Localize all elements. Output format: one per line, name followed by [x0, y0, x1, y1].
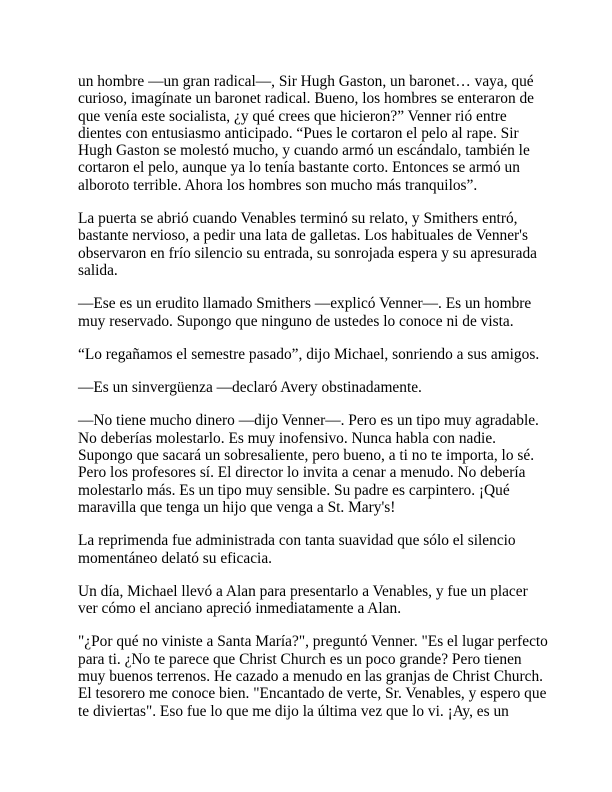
- paragraph-6: —No tiene mucho dinero —dijo Venner—. Pero es un tipo muy agradable. No deberías molestarlo. Es muy inofensivo. Nunca habla con nadie. Supongo que sacará un sobresaliente, pero bueno, a ti no te importa, lo sé. Pero los profesores sí. El director lo invita a cenar a menudo. No debería molestarlo más. Es un tipo muy sensible. Su padre es carpintero. ¡Qué maravilla que tenga un hijo que venga a St. Mary's!: [78, 412, 539, 516]
- paragraph-1: un hombre —un gran radical—, Sir Hugh Gaston, un baronet… vaya, qué curioso, imagínate un baronet radical. Bueno, los hombres se enteraron de que venía este socialista, ¿y qué crees que hicieron?” Venner rió entre dientes con entusiasmo anticipado. “Pues le cortaron el pelo al rape. Sir Hugh Gaston se molestó mucho, y cuando armó un escándalo, también le cortaron el pelo, aunque ya lo tenía bastante corto. Entonces se armó un alboroto terrible. Ahora los hombres son mucho más tranquilos”.: [78, 73, 535, 194]
- paragraph-3: —Ese es un erudito llamado Smithers —explicó Venner—. Es un hombre muy reservado. Supongo que ninguno de ustedes lo conoce ni de vista.: [78, 295, 532, 330]
- paragraph-8: Un día, Michael llevó a Alan para presentarlo a Venables, y fue un placer ver cómo el anciano apreció inmediatamente a Alan.: [78, 582, 528, 618]
- paragraph-2: La puerta se abrió cuando Venables terminó su relato, y Smithers entró, bastante nervioso, a pedir una lata de galletas. Los habituales de Venner's observaron en frío silencio su entrada, su sonrojada espera y su apresurada salida.: [78, 210, 537, 279]
- paragraph-5: —Es un sinvergüenza —declaró Avery obstinadamente.: [78, 379, 422, 397]
- document-page: [78, 73, 548, 736]
- paragraph-4: “Lo regañamos el semestre pasado”, dijo Michael, sonriendo a sus amigos.: [78, 345, 540, 363]
- paragraph-9: "¿Por qué no viniste a Santa María?", preguntó Venner. "Es el lugar perfecto para ti. ¿No te parece que Christ Church es un poco grande? Pero tienen muy buenos terrenos. He cazado a menudo en las granjas de Christ Church. El tesorero me conoce bien. "Encantado de verte, Sr. Venables, y espero que te diviertas". Eso fue lo que me dijo la última vez que lo vi. ¡Ay, es un: [78, 633, 548, 720]
- paragraph-7: La reprimenda fue administrada con tanta suavidad que sólo el silencio momentáneo delató su eficacia.: [78, 532, 516, 567]
